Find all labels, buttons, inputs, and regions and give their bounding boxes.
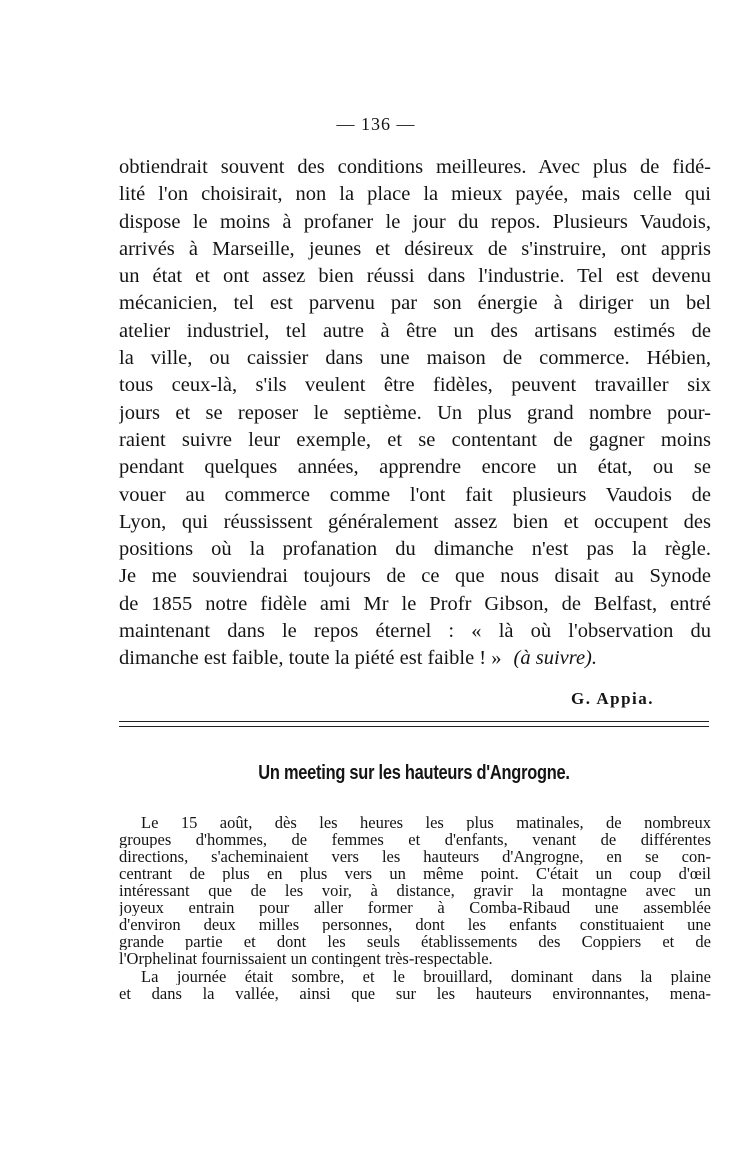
article-line: obtiendrait souvent des conditions meilleures. Avec plus de fidé- (119, 156, 711, 178)
section-line: d'environ deux milles personnes, dont les enfants constituaient une (119, 916, 711, 933)
section-line: La journée était sombre, et le brouillard, dominant dans la plaine (141, 968, 711, 985)
article-line: la ville, ou caissier dans une maison de commerce. Hébien, (119, 347, 711, 370)
article-line: jours et se reposer le septième. Un plus grand nombre pour- (119, 401, 711, 424)
article-body (119, 154, 711, 673)
article-line: de 1855 notre fidèle ami Mr le Profr Gibson, de Belfast, entré (119, 592, 711, 615)
section-line: intéressant que de les voir, à distance, gravir la montagne avec un (119, 882, 711, 899)
article-line: positions où la profanation du dimanche n'est pas la règle. (119, 538, 711, 561)
article-line: raient suivre leur exemple, et se contentant de gagner moins (119, 428, 711, 451)
section-line: Le 15 août, dès les heures les plus matinales, de nombreux (141, 814, 711, 831)
section-divider-bottom (119, 726, 709, 727)
article-line: lité l'on choisirait, non la place la mieux payée, mais celle qui (119, 183, 711, 206)
article-line: un état et ont assez bien réussi dans l'industrie. Tel est devenu (119, 265, 711, 288)
article-line: pendant quelques années, apprendre encore un état, ou se (119, 456, 711, 479)
article-line: vouer au commerce comme l'ont fait plusieurs Vaudois de (119, 483, 711, 506)
section-line: et dans la vallée, ainsi que sur les hauteurs environnantes, mena- (119, 985, 711, 1002)
article-line: dispose le moins à profaner le jour du repos. Plusieurs Vaudois, (119, 210, 711, 233)
section-title: Un meeting sur les hauteurs d'Angrogne. (258, 762, 570, 784)
author-signature: G. Appia. (571, 689, 654, 708)
article-line: arrivés à Marseille, jeunes et désireux de s'instruire, ont appris (119, 237, 711, 260)
section-line: joyeux entrain pour aller former à Comba-Ribaud une assemblée (119, 899, 711, 916)
article-line: atelier industriel, tel autre à être un des artisans estimés de (119, 319, 711, 342)
article-line: mécanicien, tel est parvenu par son énergie à diriger un bel (119, 292, 711, 315)
section-line: l'Orphelinat fournissaient un contingent très-respectable. (119, 950, 493, 967)
page-number: — 136 — (336, 114, 416, 134)
article-line: Je me souviendrai toujours de ce que nous disait au Synode (119, 565, 711, 588)
section-body (119, 814, 711, 1002)
article-line: maintenant dans le repos éternel : « là où l'observation du (119, 620, 711, 643)
section-line: centrant de plus en plus vers un même point. C'était un coup d'œil (119, 865, 711, 882)
section-line: groupes d'hommes, de femmes et d'enfants, venant de différentes (119, 831, 711, 848)
article-line: Lyon, qui réussissent généralement assez bien et occupent des (119, 510, 711, 533)
article-last-line (119, 645, 711, 672)
to-be-continued: (à suivre). (513, 647, 598, 670)
section-line: directions, s'acheminaient vers les hauteurs d'Angrogne, en se con- (119, 848, 711, 865)
section-line: grande partie et dont les seuls établissements des Coppiers et de (119, 933, 711, 950)
article-last-line-text: dimanche est faible, toute la piété est faible ! » (119, 647, 502, 670)
section-divider-top (119, 721, 709, 722)
article-line: tous ceux-là, s'ils veulent être fidèles, peuvent travailler six (119, 374, 711, 397)
